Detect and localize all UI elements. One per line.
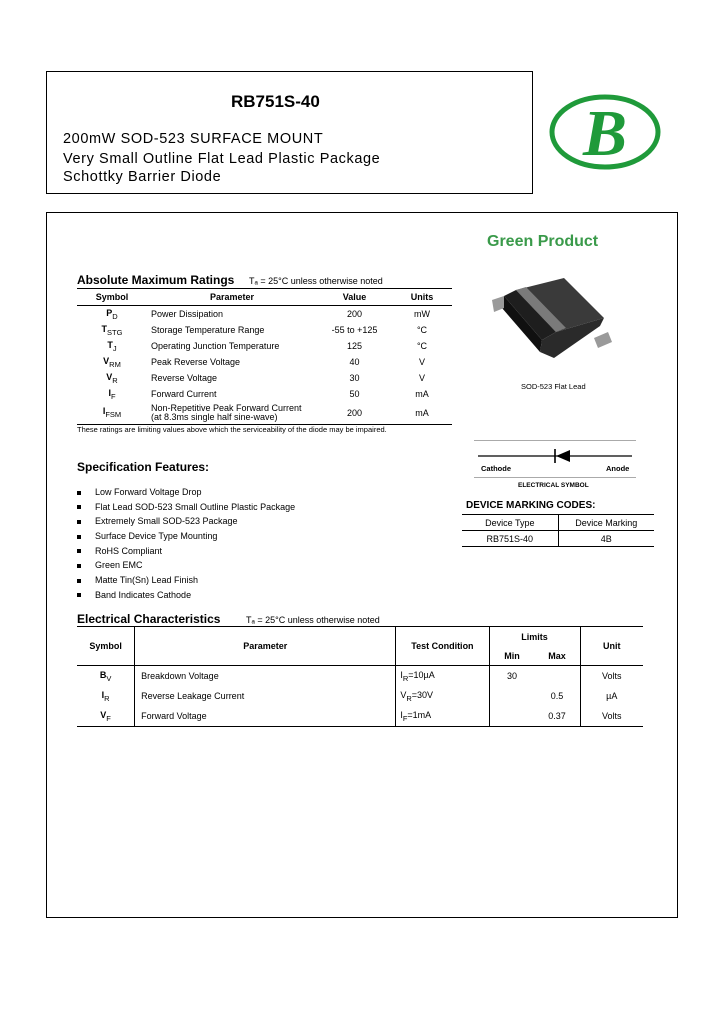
- table-row: $B_V$ Breakdown Voltage $I_R=10\mu A$ 30 Volts: [77, 666, 643, 687]
- table-row: RB751S-40 4B: [462, 531, 654, 547]
- elec-col-max: Max: [534, 646, 580, 666]
- logo-letter: B: [582, 97, 628, 170]
- subtitle-line3: Schottky Barrier Diode: [63, 169, 222, 185]
- elec-table: [77, 626, 643, 727]
- symbol-cathode-label: Cathode: [481, 464, 511, 473]
- list-item: RoHS Compliant: [77, 546, 295, 561]
- subtitle-line1: 200mW SOD-523 SURFACE MOUNT: [63, 131, 324, 147]
- list-item: Extremely Small SOD-523 Package: [77, 516, 295, 531]
- marking-col-marking: Device Marking: [558, 515, 654, 531]
- list-item: Low Forward Voltage Drop: [77, 487, 295, 502]
- package-illustration: [482, 268, 632, 368]
- features-title: Specification Features:: [77, 460, 210, 474]
- table-row: $I_F$ Forward Current 50 mA: [108, 387, 429, 401]
- list-item: Green EMC: [77, 560, 295, 575]
- symbol-caption: ELECTRICAL SYMBOL: [518, 482, 589, 489]
- abs-col-parameter: Parameter: [147, 289, 317, 306]
- elec-col-limits: Limits: [489, 627, 580, 647]
- part-number: RB751S-40: [231, 92, 320, 111]
- abs-max-note: These ratings are limiting values above which the serviceability of the diode may be impaired.: [77, 425, 387, 434]
- abs-max-table: [77, 288, 452, 425]
- list-item: Band Indicates Cathode: [77, 590, 295, 605]
- elec-col-min: Min: [489, 646, 534, 666]
- subtitle-line2: Very Small Outline Flat Lead Plastic Package: [63, 151, 381, 167]
- list-item: Surface Device Type Mounting: [77, 531, 295, 546]
- elec-col-test: Test Condition: [396, 627, 489, 666]
- table-row: $I_{FSM}$ Non-Repetitive Peak Forward Current (at 8.3ms single half sine-wave) 200 mA: [77, 402, 452, 424]
- table-row: $V_R$ Reverse Voltage 30 V: [106, 371, 425, 385]
- abs-col-units: Units: [392, 289, 452, 306]
- list-item: Flat Lead SOD-523 Small Outline Plastic Package: [77, 502, 295, 517]
- table-row: $V_{RM}$ Peak Reverse Voltage 40 V: [103, 355, 425, 369]
- abs-col-value: Value: [317, 289, 392, 306]
- symbol-divider: [474, 477, 636, 478]
- abs-max-title: Absolute Maximum Ratings: [77, 273, 235, 287]
- list-item: Matte Tin(Sn) Lead Finish: [77, 575, 295, 590]
- elec-title: Electrical Characteristics: [77, 612, 221, 626]
- brand-logo: [548, 92, 662, 172]
- table-row: $P_D$ Power Dissipation 200 mW: [106, 307, 430, 321]
- symbol-anode-label: Anode: [606, 464, 630, 473]
- header-box: [46, 71, 533, 194]
- table-row: $T_{STG}$ Storage Temperature Range -55 to +125 °C: [101, 323, 428, 337]
- elec-col-symbol: Symbol: [77, 627, 135, 666]
- table-row: $V_F$ Forward Voltage $I_F=1mA$ 0.37 Volts: [77, 706, 643, 727]
- marking-title: DEVICE MARKING CODES:: [466, 500, 596, 511]
- green-product-label: Green Product: [487, 233, 599, 250]
- abs-col-symbol: Symbol: [77, 289, 147, 306]
- elec-col-unit: Unit: [580, 627, 643, 666]
- marking-table: [462, 514, 654, 547]
- elec-col-parameter: Parameter: [135, 627, 396, 666]
- table-row: $I_R$ Reverse Leakage Current $V_R=30V$ 0.5 µA: [77, 686, 643, 706]
- features-list: [77, 487, 295, 605]
- table-row: $T_J$ Operating Junction Temperature 125 °C: [107, 339, 428, 353]
- elec-condition: Tₐ = 25°C unless otherwise noted: [246, 615, 380, 625]
- marking-col-type: Device Type: [485, 517, 535, 528]
- package-caption: SOD-523 Flat Lead: [521, 382, 586, 391]
- abs-max-condition: Tₐ = 25°C unless otherwise noted: [249, 276, 383, 286]
